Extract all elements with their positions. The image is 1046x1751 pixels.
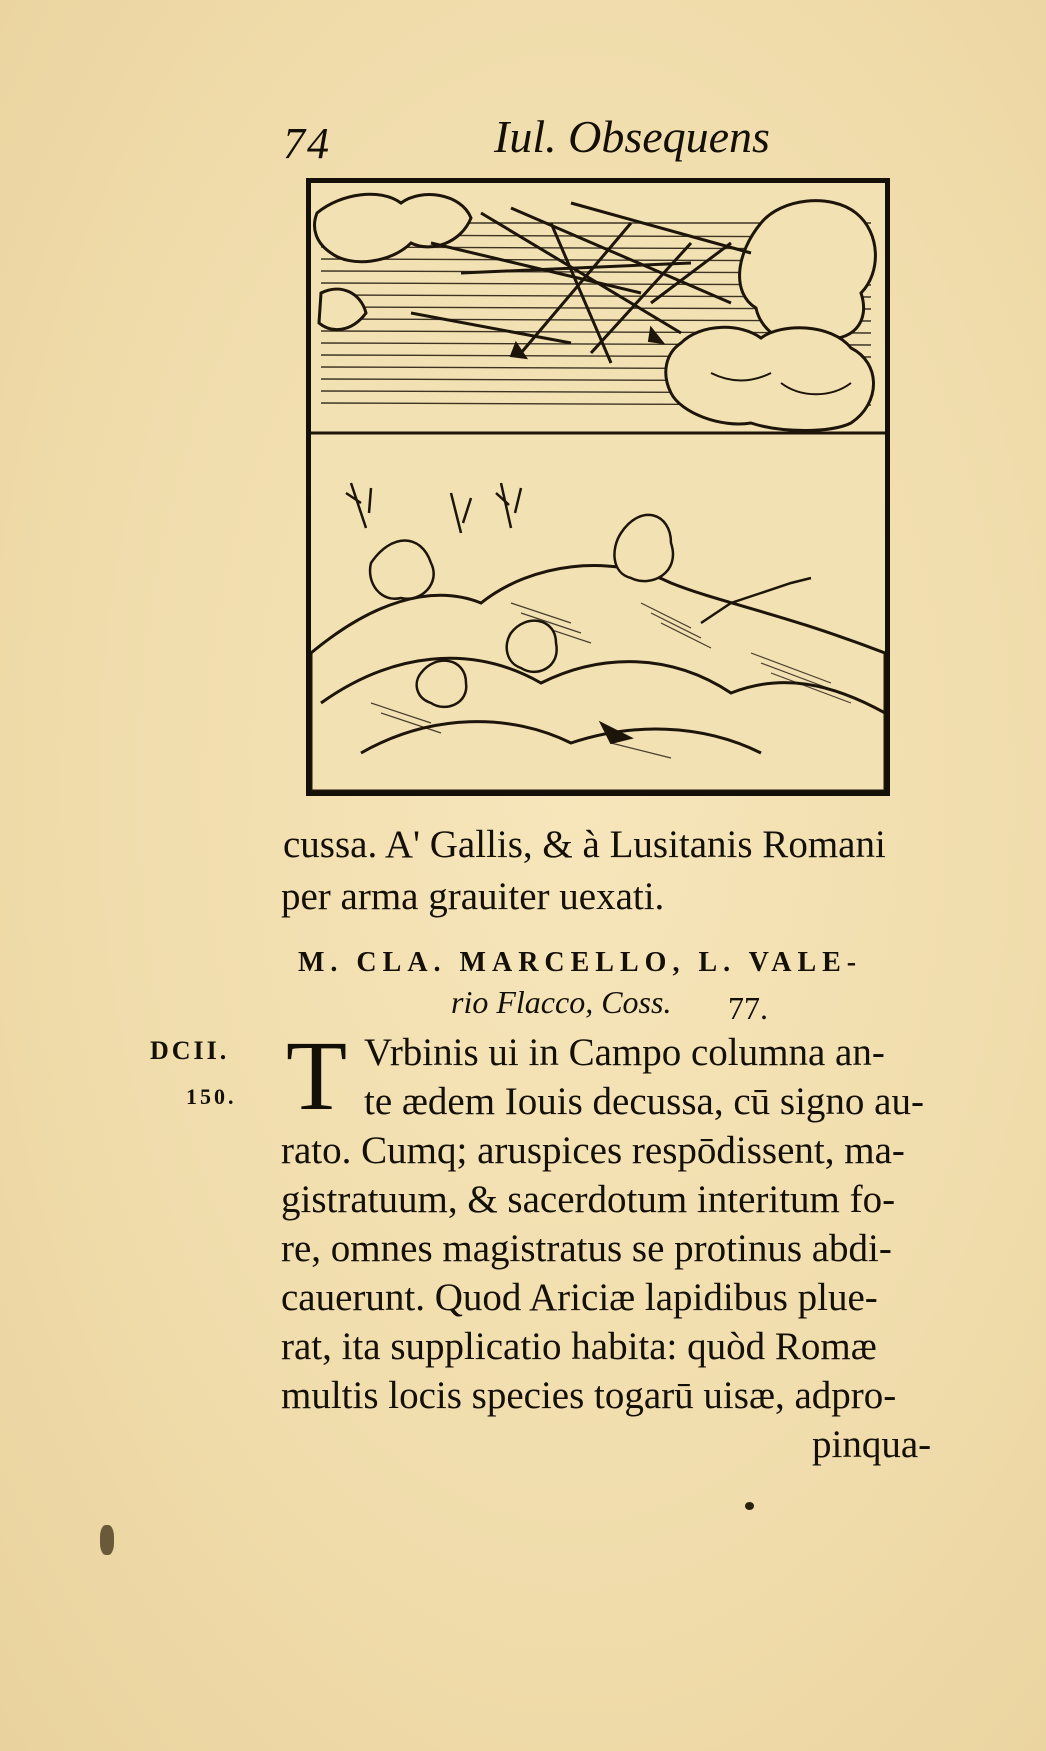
paragraph-2-line-8: multis locis species togarū uisæ, adpro- bbox=[281, 1374, 897, 1417]
paragraph-1-line-2: per arma grauiter uexati. bbox=[281, 875, 665, 918]
paragraph-2-line-3: rato. Cumq; aruspices respōdissent, ma- bbox=[281, 1129, 905, 1172]
section-number: 77. bbox=[728, 990, 768, 1026]
paragraph-2-line-4: gistratuum, & sacerdotum interitum fo- bbox=[281, 1178, 896, 1221]
ink-speck bbox=[745, 1502, 754, 1510]
paragraph-2-line-9: pinqua- bbox=[812, 1423, 932, 1466]
section-heading-line-1: M. CLA. MARCELLO, L. VALE- bbox=[298, 947, 863, 978]
paragraph-2-line-2: te ædem Iouis decussa, cū signo au- bbox=[364, 1080, 924, 1123]
paragraph-2-line-6: cauerunt. Quod Ariciæ lapidibus plue- bbox=[281, 1276, 878, 1319]
section-heading-line-2: rio Flacco, Coss. bbox=[451, 984, 672, 1020]
page-number: 74 bbox=[283, 119, 331, 168]
margin-note-year: DCII. bbox=[150, 1036, 230, 1065]
ink-blot bbox=[100, 1525, 114, 1555]
paragraph-1-line-1: cussa. A' Gallis, & à Lusitanis Romani bbox=[283, 823, 886, 866]
paragraph-2-line-1: Vrbinis ui in Campo columna an- bbox=[364, 1031, 885, 1074]
running-title: Iul. Obsequens bbox=[494, 111, 770, 162]
drop-cap: T bbox=[286, 1020, 348, 1131]
paragraph-2-line-7: rat, ita supplicatio habita: quòd Romæ bbox=[281, 1325, 877, 1368]
margin-note-number: 150. bbox=[186, 1084, 237, 1109]
woodcut-illustration bbox=[306, 178, 890, 796]
paragraph-2-line-5: re, omnes magistratus se protinus abdi- bbox=[281, 1227, 892, 1270]
